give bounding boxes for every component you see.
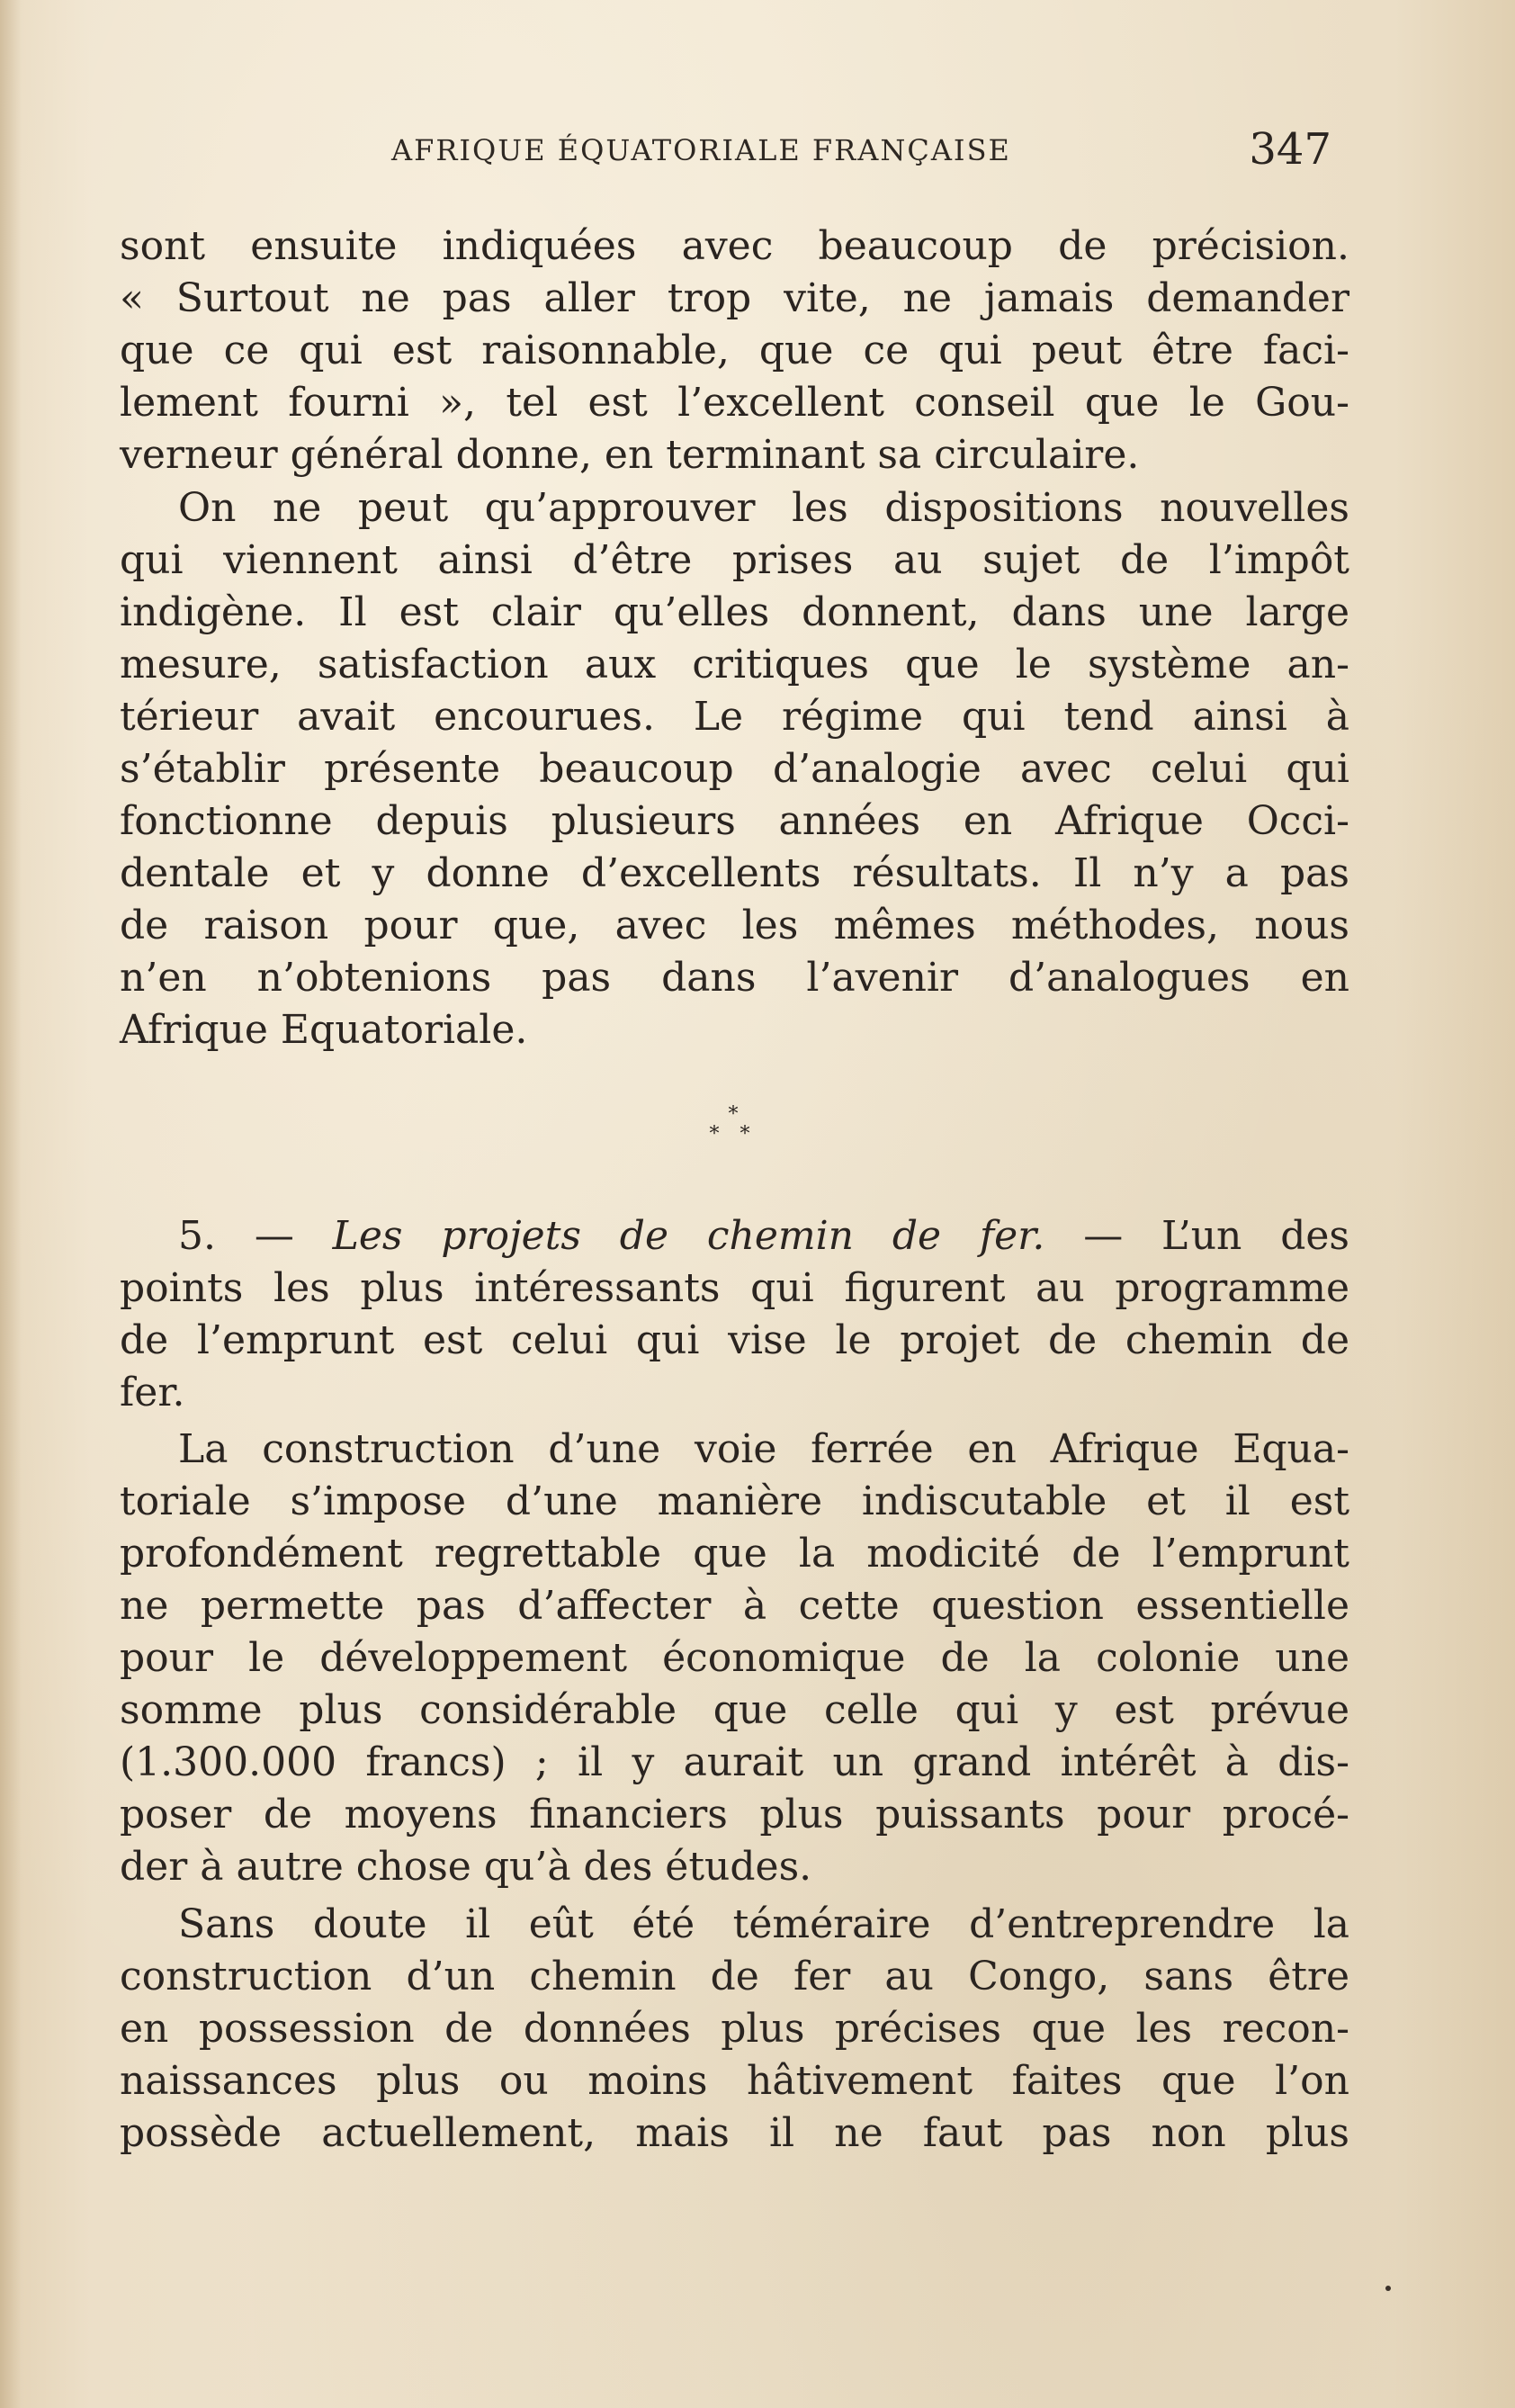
text-line: lement fourni », tel est l’excellent conseil que le Gou-: [120, 380, 1349, 426]
text-line: s’établir présente beaucoup d’analogie avec celui qui: [120, 746, 1349, 792]
text-line: toriale s’impose d’une manière indiscutable et il est: [120, 1478, 1349, 1524]
text-line: fer.: [120, 1370, 185, 1415]
text-line: der à autre chose qu’à des études.: [120, 1844, 812, 1890]
text-line: mesure, satisfaction aux critiques que le système an-: [120, 642, 1349, 687]
asterism-stars-bottom: * *: [709, 1123, 758, 1146]
text-line: pour le développement économique de la colonie une: [120, 1635, 1349, 1681]
text-line: de l’emprunt est celui qui vise le projet de chemin de: [120, 1317, 1349, 1363]
text-line: n’en n’obtenions pas dans l’avenir d’analogues en: [120, 955, 1349, 1001]
text-line: possède actuellement, mais il ne faut pas non plus: [120, 2110, 1349, 2156]
text-line: Afrique Equatoriale.: [120, 1007, 528, 1053]
text-line: poser de moyens financiers plus puissants pour procé-: [120, 1792, 1349, 1837]
page-number: 347: [1249, 124, 1331, 175]
asterism-star-top: *: [728, 1103, 739, 1126]
text-line: verneur général donne, en terminant sa circulaire.: [120, 432, 1140, 478]
text-line: ne permette pas d’affecter à cette question essentielle: [120, 1583, 1349, 1629]
section-heading-line: [120, 1210, 1349, 1262]
text-line: profondément regrettable que la modicité de l’emprunt: [120, 1531, 1349, 1577]
page-edge-shadow: [0, 0, 22, 2408]
section-title: Les projets de chemin de fer.: [332, 1213, 1045, 1259]
text-line: en possession de données plus précises que les recon-: [120, 2006, 1349, 2052]
em-dash: —: [254, 1213, 294, 1259]
text-line: térieur avait encourues. Le régime qui tend ainsi à: [120, 694, 1349, 740]
text-line: construction d’un chemin de fer au Congo, sans être: [120, 1954, 1349, 1999]
text-line: fonctionne depuis plusieurs années en Afrique Occi-: [120, 798, 1349, 844]
text-line: dentale et y donne d’excellents résultats. Il n’y a pas: [120, 850, 1349, 896]
paragraph-2: [120, 482, 1349, 1056]
text-line: points les plus intéressants qui figurent au programme: [120, 1265, 1349, 1311]
running-title: AFRIQUE ÉQUATORIALE FRANÇAISE: [391, 133, 1011, 167]
text-line: Sans doute il eût été téméraire d’entreprendre la: [178, 1901, 1349, 1947]
text-line: indigène. Il est clair qu’elles donnent, dans une large: [120, 589, 1349, 635]
paper-speck: [1385, 2286, 1391, 2291]
text-line: (1.300.000 francs) ; il y aurait un grand intérêt à dis-: [120, 1739, 1349, 1785]
text-line: somme plus considérable que celle qui y est prévue: [120, 1687, 1349, 1733]
paragraph-5: [120, 1899, 1349, 2160]
text-line: On ne peut qu’approuver les dispositions nouvelles: [178, 485, 1349, 531]
text-line: de raison pour que, avec les mêmes méthodes, nous: [120, 903, 1349, 948]
section-line-rest: L’un des: [1161, 1213, 1349, 1259]
text-line: sont ensuite indiquées avec beaucoup de précision.: [120, 223, 1349, 269]
text-line: « Surtout ne pas aller trop vite, ne jamais demander: [120, 275, 1349, 321]
section-5-heading-paragraph: [120, 1210, 1349, 1419]
section-number: 5.: [178, 1213, 216, 1259]
paragraph-1: [120, 220, 1349, 481]
text-line: naissances plus ou moins hâtivement faites que l’on: [120, 2058, 1349, 2104]
section-separator-asterism: [702, 1105, 765, 1159]
paragraph-4: [120, 1424, 1349, 1893]
running-head: [387, 126, 1331, 180]
text-line: La construction d’une voie ferrée en Afrique Equa-: [178, 1426, 1349, 1472]
text-line: que ce qui est raisonnable, que ce qui peut être faci-: [120, 328, 1349, 373]
text-line: qui viennent ainsi d’être prises au sujet de l’impôt: [120, 537, 1349, 583]
em-dash: —: [1083, 1213, 1124, 1259]
